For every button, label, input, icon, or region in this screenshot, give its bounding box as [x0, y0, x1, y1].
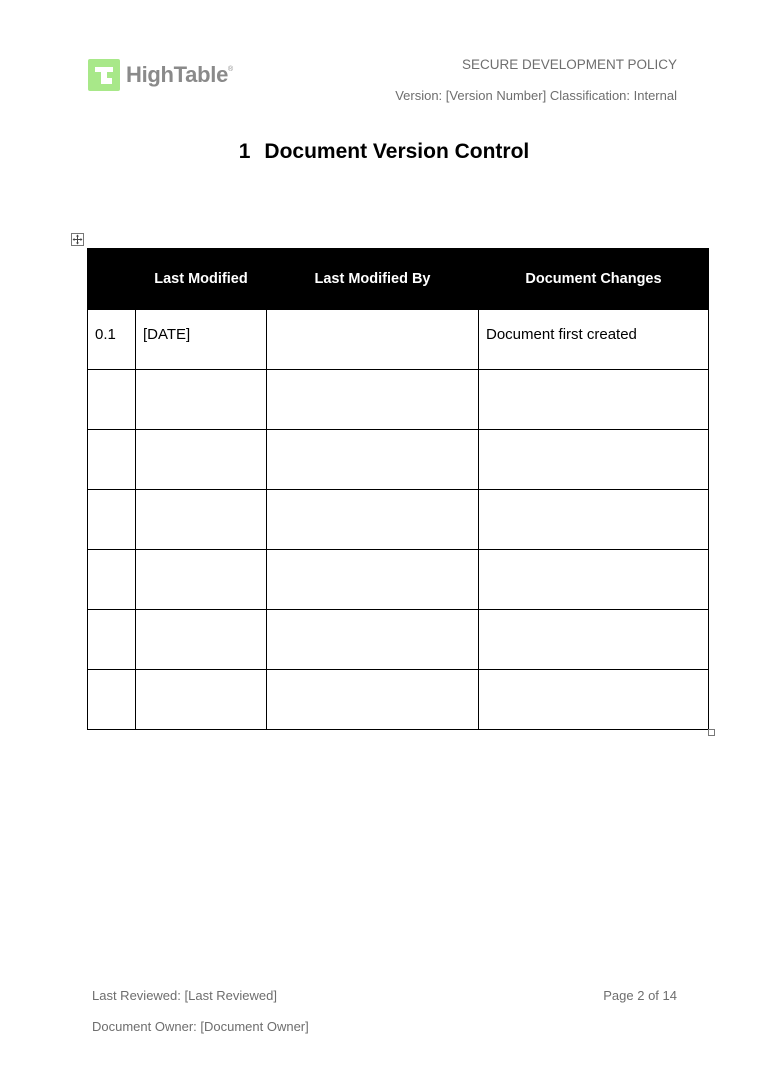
last-modified-cell[interactable] — [136, 430, 267, 490]
last-modified-by-cell[interactable] — [267, 670, 479, 730]
column-header-document-changes: Document Changes — [479, 249, 709, 310]
version-cell[interactable] — [88, 430, 136, 490]
version-cell[interactable] — [88, 670, 136, 730]
last-modified-cell[interactable] — [136, 490, 267, 550]
table-header-row — [88, 249, 709, 310]
last-reviewed: Last Reviewed: [Last Reviewed] — [92, 988, 277, 1003]
version-cell[interactable] — [88, 610, 136, 670]
last-modified-by-cell[interactable] — [267, 490, 479, 550]
document-changes-cell[interactable]: Document first created — [479, 310, 709, 370]
table-row — [88, 610, 709, 670]
last-modified-cell[interactable] — [136, 550, 267, 610]
table-row — [88, 430, 709, 490]
page-number: Page 2 of 14 — [603, 988, 677, 1003]
section-number: 1 — [238, 140, 251, 163]
table-row — [88, 490, 709, 550]
document-changes-cell[interactable] — [479, 430, 709, 490]
logo-wordmark — [126, 62, 233, 88]
document-changes-cell[interactable] — [479, 610, 709, 670]
document-changes-cell[interactable] — [479, 670, 709, 730]
table-row — [88, 670, 709, 730]
hightable-logo-icon — [88, 59, 120, 91]
table-row — [88, 370, 709, 430]
last-modified-cell[interactable]: [DATE] — [136, 310, 267, 370]
version-control-table — [87, 248, 709, 730]
last-modified-by-cell[interactable] — [267, 430, 479, 490]
version-cell[interactable] — [88, 490, 136, 550]
document-changes-cell[interactable] — [479, 550, 709, 610]
hightable-logo — [88, 59, 233, 91]
version-cell[interactable]: 0.1 — [88, 310, 136, 370]
last-modified-cell[interactable] — [136, 370, 267, 430]
last-modified-cell[interactable] — [136, 670, 267, 730]
last-modified-by-cell[interactable] — [267, 310, 479, 370]
column-header-last-modified: Last Modified — [136, 249, 267, 310]
document-changes-cell[interactable] — [479, 490, 709, 550]
table-move-handle-icon[interactable] — [71, 233, 84, 246]
table-row — [88, 310, 709, 370]
last-modified-by-cell[interactable] — [267, 370, 479, 430]
logo-name: HighTable — [126, 62, 229, 87]
version-classification: Version: [Version Number] Classification: Internal — [395, 88, 677, 103]
table-row — [88, 550, 709, 610]
document-changes-cell[interactable] — [479, 370, 709, 430]
column-header-last-modified-by: Last Modified By — [267, 249, 479, 310]
section-title: Document Version Control — [264, 140, 530, 163]
version-cell[interactable] — [88, 370, 136, 430]
last-modified-cell[interactable] — [136, 610, 267, 670]
version-cell[interactable] — [88, 550, 136, 610]
column-header-version — [88, 249, 136, 310]
trademark-symbol: ® — [228, 66, 233, 73]
section-heading — [0, 140, 768, 164]
table-resize-handle[interactable] — [708, 729, 715, 736]
document-owner: Document Owner: [Document Owner] — [92, 1019, 309, 1034]
last-modified-by-cell[interactable] — [267, 550, 479, 610]
document-title: SECURE DEVELOPMENT POLICY — [461, 57, 677, 72]
last-modified-by-cell[interactable] — [267, 610, 479, 670]
